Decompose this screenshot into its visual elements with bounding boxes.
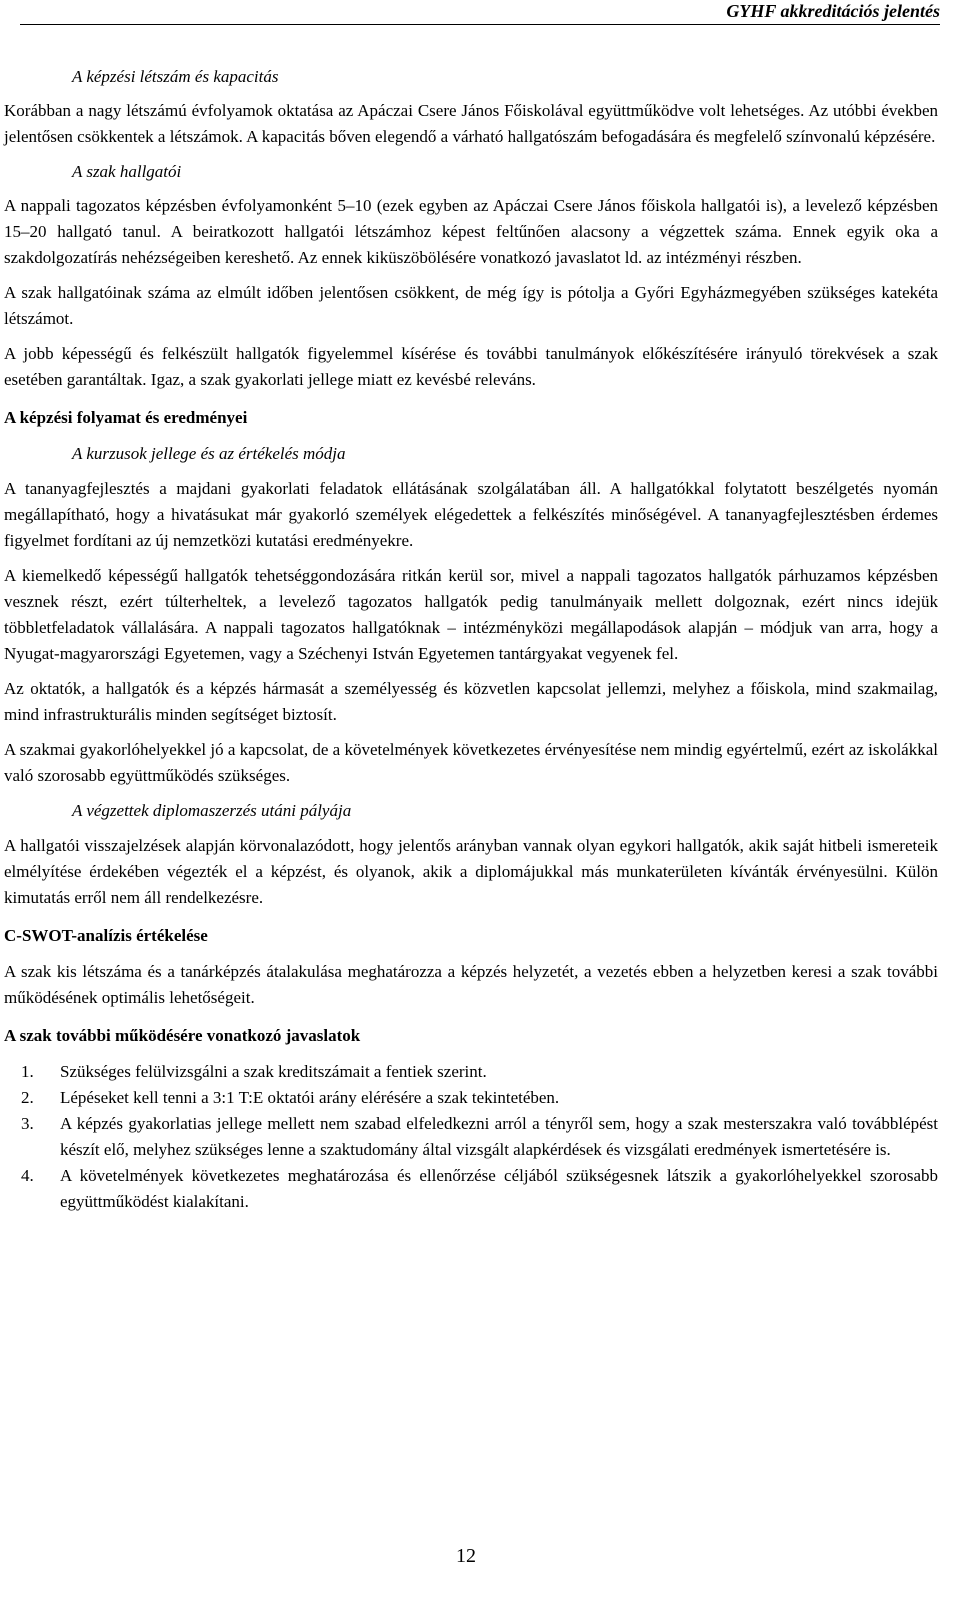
- paragraph: Az oktatók, a hallgatók és a képzés hármasát a személyesség és közvetlen kapcsolat jellemzi, melyhez a főiskola, mind szakmailag, mind infrastrukturális minden segítséget biztosít.: [4, 679, 938, 724]
- list-item-text: A követelmények következetes meghatározása és ellenőrzése céljából szükségesnek látszik a gyakorlóhelyekkel szorosabb együttműködést kialakítani.: [60, 1166, 938, 1211]
- section-heading-javaslatok: A szak további működésére vonatkozó javaslatok: [4, 1026, 361, 1045]
- paragraph: A jobb képességű és felkészült hallgatók figyelemmel kísérése és további tanulmányok előkészítésére irányuló törekvések a szak esetében garantáltak. Igaz, a szak gyakorlati jellege miatt ez kevésbé releváns.: [4, 344, 938, 389]
- list-item-text: A képzés gyakorlatias jellege mellett nem szabad elfeledkezni arról a tényről sem, hogy a szak mesterszakra való továbblépést készít elő, melyhez szükséges lenne a szaktudomány által vizsgált alapkérdések és vizsgálati eredmények ismertetésére is.: [60, 1114, 938, 1159]
- section-heading-cswot: C-SWOT-analízis értékelése: [4, 926, 208, 945]
- subsection-heading-vegzettek: A végzettek diplomaszerzés utáni pályája: [72, 801, 352, 820]
- list-item: [4, 1085, 938, 1111]
- page-number: 12: [456, 1545, 476, 1567]
- paragraph: A nappali tagozatos képzésben évfolyamonként 5–10 (ezek egyben az Apáczai Csere János főiskola hallgatói is), a levelező képzésben 15–20 hallgató tanul. A beiratkozott hallgatói létszámhoz képest feltűnően alacsony a végzettek száma. Ennek egyik oka a szakdolgozatírás nehézségeiben kereshető. Az ennek kiküszöbölésére vonatkozó javaslatot ld. az intézményi részben.: [4, 196, 938, 267]
- proposal-list: [4, 1059, 938, 1215]
- list-item-number: 2.: [21, 1088, 34, 1107]
- paragraph: A tananyagfejlesztés a majdani gyakorlati feladatok ellátásának szolgálatában áll. A hallgatókkal folytatott beszélgetés nyomán megállapítható, hogy a hivatásukat már gyakorló személyek elégedettek a felkészítés minőségével. A tananyagfejlesztésben érdemes figyelmet fordítani az új nemzetközi kutatási eredményekre.: [4, 479, 938, 550]
- document-body: [4, 64, 938, 1215]
- paragraph: A szak hallgatóinak száma az elmúlt időben jelentősen csökkent, de még így is pótolja a Győri Egyházmegyében szükséges katekéta létszámot.: [4, 283, 938, 328]
- list-item-number: 3.: [21, 1114, 34, 1133]
- paragraph: A hallgatói visszajelzések alapján körvonalazódott, hogy jelentős arányban vannak olyan egykori hallgatók, akik saját hitbeli ismereteik elmélyítése érdekében végezték el a képzést, és olyanok, akik a diplomájukkal más munkaterületen kívánták érvényesülni. Külön kimutatás erről nem áll rendelkezésre.: [4, 836, 938, 907]
- header-title: GYHF akkreditációs jelentés: [726, 1, 940, 21]
- paragraph: A kiemelkedő képességű hallgatók tehetséggondozására ritkán kerül sor, mivel a nappali tagozatos hallgatók párhuzamos képzésben vesznek részt, ezért túlterheltek, a levelező tagozatos hallgatók pedig tanulmányaik mellett dolgoznak, ezért nincs idejük többletfeladatok vállalására. A nappali tagozatos hallgatóknak – intézményközi megállapodások alapján – módjuk van arra, hogy a Nyugat-magyarországi Egyetemen, vagy a Széchenyi István Egyetemen tantárgyakat vegyenek fel.: [4, 566, 938, 663]
- list-item: [4, 1163, 938, 1215]
- list-item: [4, 1059, 938, 1085]
- list-item-number: 1.: [21, 1062, 34, 1081]
- section-heading-kepzesi-folyamat: A képzési folyamat és eredményei: [4, 408, 248, 427]
- subsection-heading-kurzusok: A kurzusok jellege és az értékelés módja: [72, 444, 346, 463]
- list-item-number: 4.: [21, 1166, 34, 1185]
- paragraph: A szak kis létszáma és a tanárképzés átalakulása meghatározza a képzés helyzetét, a vezetés ebben a helyzetben keresi a szak további működésének optimális lehetőségeit.: [4, 962, 938, 1007]
- list-item-text: Lépéseket kell tenni a 3:1 T:E oktatói arány elérésére a szak tekintetében.: [60, 1088, 560, 1107]
- paragraph: A szakmai gyakorlóhelyekkel jó a kapcsolat, de a követelmények következetes érvényesítése nem mindig egyértelmű, ezért az iskolákkal való szorosabb együttműködés szükséges.: [4, 740, 938, 785]
- subsection-heading-szak-hallgatoi: A szak hallgatói: [72, 162, 182, 181]
- list-item-text: Szükséges felülvizsgálni a szak kreditszámait a fentiek szerint.: [60, 1062, 487, 1081]
- paragraph: Korábban a nagy létszámú évfolyamok oktatása az Apáczai Csere János Főiskolával együttműködve volt lehetséges. Az utóbbi években jelentősen csökkentek a létszámok. A kapacitás bőven elegendő a várható hallgatószám befogadására és megfelelő színvonalú képzésére.: [4, 101, 938, 146]
- list-item: [4, 1111, 938, 1163]
- page-header: [20, 0, 940, 25]
- subsection-heading-kepzesi-letszam: A képzési létszám és kapacitás: [72, 67, 279, 86]
